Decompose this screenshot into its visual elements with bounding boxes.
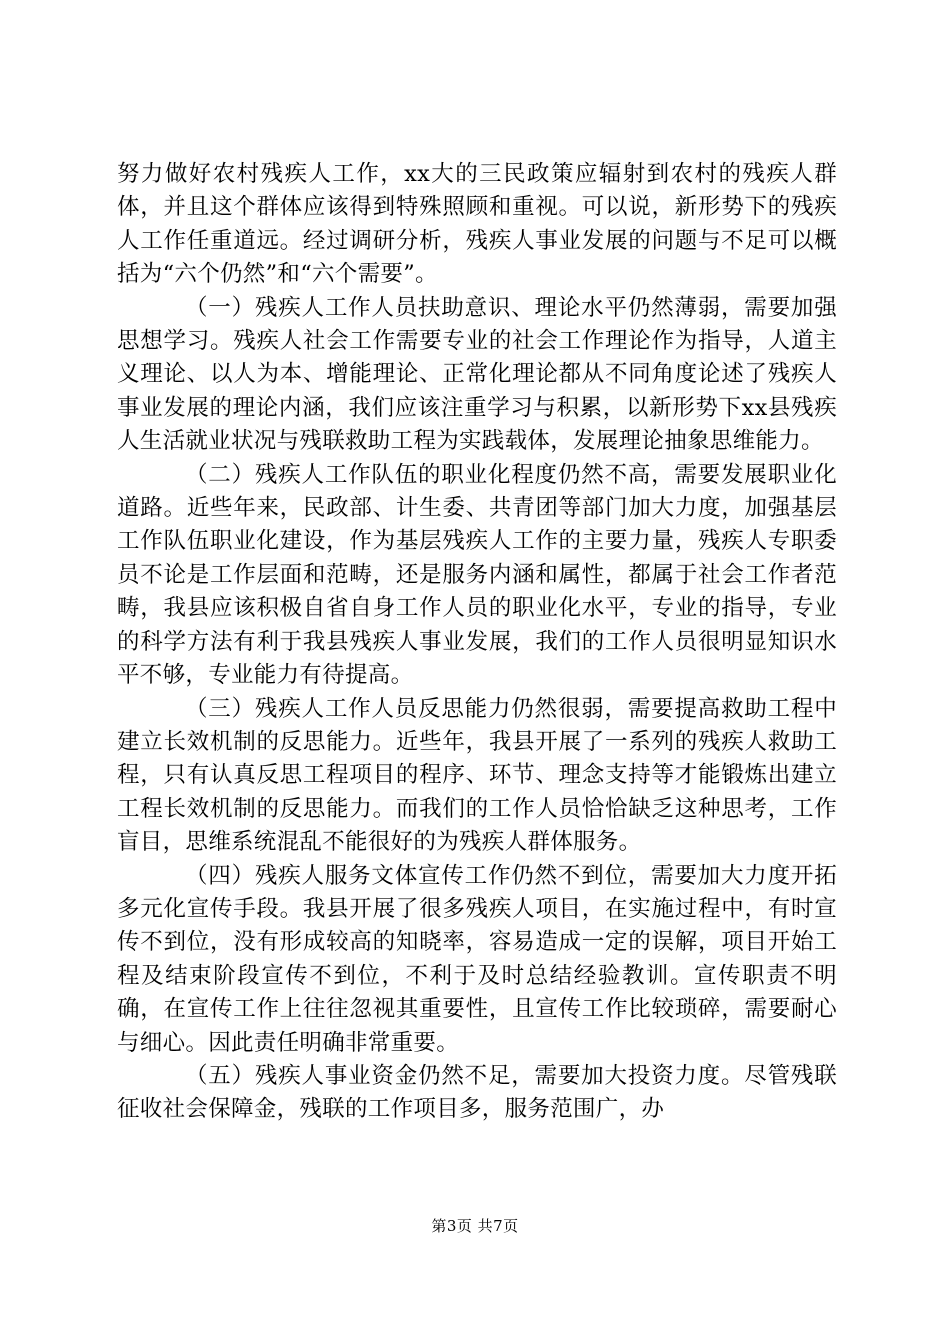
paragraph-item-1: （一）残疾人工作人员扶助意识、理论水平仍然薄弱，需要加强思想学习。残疾人社会工作需要专业的社会工作理论作为指导，人道主义理论、以人为本、增能理论、正常化理论都从不同角度论述了残疾人事业发展的理论内涵，我们应该注重学习与积累，以新形势下xx县残疾人生活就业状况与残联救助工程为实践载体，发展理论抽象思维能力。 (117, 294, 837, 455)
paragraph-item-3: （三）残疾人工作人员反思能力仍然很弱，需要提高救助工程中建立长效机制的反思能力。近些年，我县开展了一系列的残疾人救助工程，只有认真反思工程项目的程序、环节、理念支持等才能锻炼出建立工程长效机制的反思能力。而我们的工作人员恰恰缺乏这种思考，工作盲目，思维系统混乱不能很好的为残疾人群体服务。 (117, 695, 837, 856)
page-number-footer: 第3页 共7页 (431, 1217, 519, 1235)
document-body (117, 158, 837, 1127)
paragraph-item-4: （四）残疾人服务文体宣传工作仍然不到位，需要加大力度开拓多元化宣传手段。我县开展了很多残疾人项目，在实施过程中，有时宣传不到位，没有形成较高的知晓率，容易造成一定的误解，项目开始工程及结束阶段宣传不到位，不利于及时总结经验教训。宣传职责不明确，在宣传工作上往往忽视其重要性，且宣传工作比较琐碎，需要耐心与细心。因此责任明确非常重要。 (117, 862, 837, 1056)
paragraph-item-2: （二）残疾人工作队伍的职业化程度仍然不高，需要发展职业化道路。近些年来，民政部、计生委、共青团等部门加大力度，加强基层工作队伍职业化建设，作为基层残疾人工作的主要力量，残疾人专职委员不论是工作层面和范畴，还是服务内涵和属性，都属于社会工作者范畴，我县应该积极自省自身工作人员的职业化水平，专业的指导，专业的科学方法有利于我县残疾人事业发展，我们的工作人员很明显知识水平不够，专业能力有待提高。 (117, 461, 837, 689)
paragraph-intro: 努力做好农村残疾人工作，xx大的三民政策应辐射到农村的残疾人群体，并且这个群体应该得到特殊照顾和重视。可以说，新形势下的残疾人工作任重道远。经过调研分析，残疾人事业发展的问题与不足可以概括为“六个仍然”和“六个需要”。 (117, 161, 837, 288)
paragraph-item-5: （五）残疾人事业资金仍然不足，需要加大投资力度。尽管残联征收社会保障金，残联的工作项目多，服务范围广，办 (117, 1062, 837, 1123)
